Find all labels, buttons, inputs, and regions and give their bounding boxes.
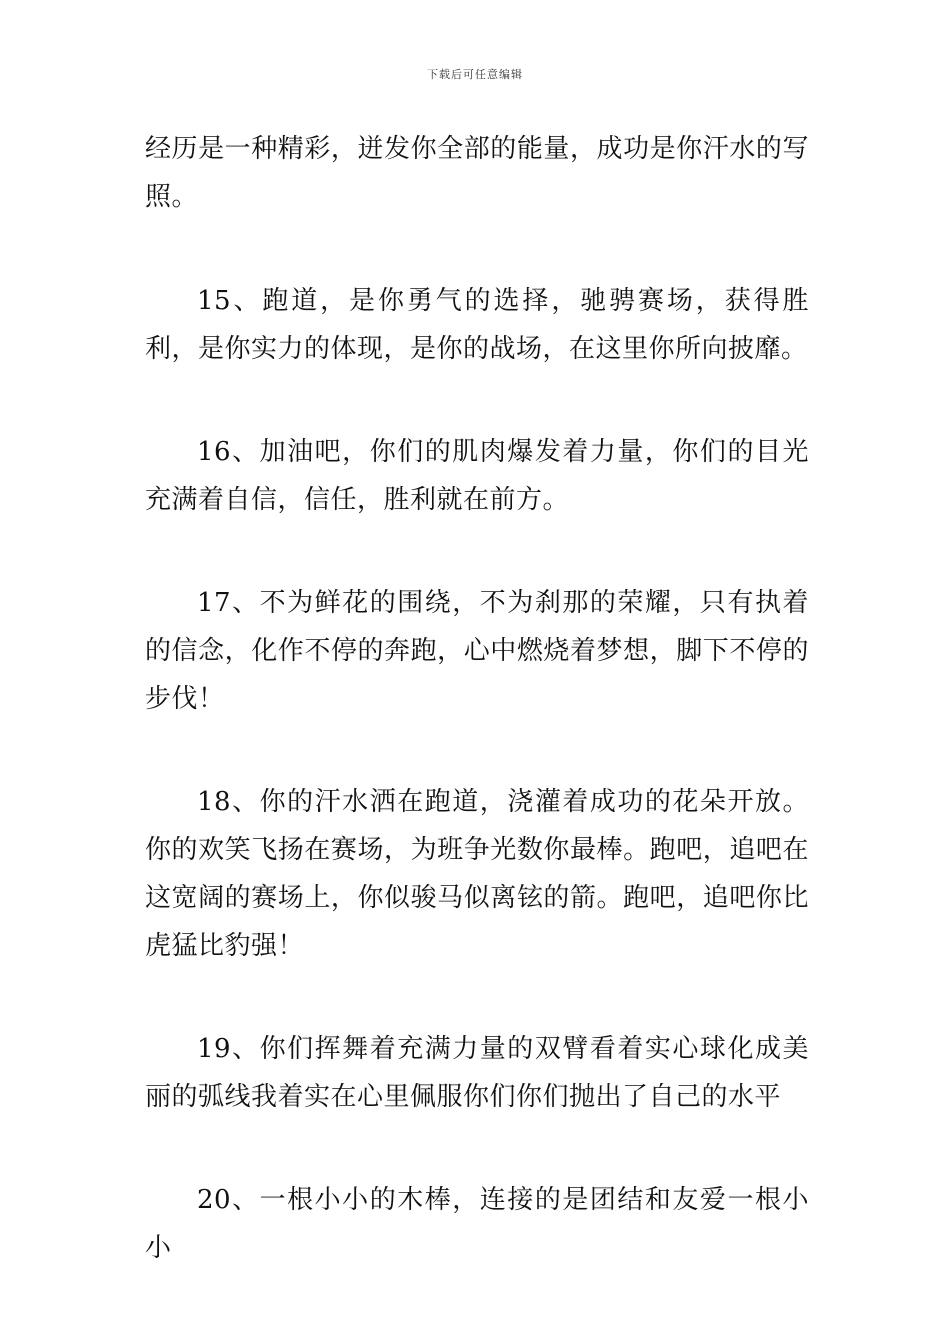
page-header-note: 下载后可任意编辑 [427, 68, 523, 81]
paragraph-18: 18、你的汗水洒在跑道，浇灌着成功的花朵开放。你的欢笑飞扬在赛场，为班争光数你最棒。跑吧，追吧在这宽阔的赛场上，你似骏马似离铉的箭。跑吧，追吧你比虎猛比豹强！ [145, 787, 809, 961]
document-body [145, 125, 809, 1327]
paragraph-19: 19、你们挥舞着充满力量的双臂看着实心球化成美丽的弧线我着实在心里佩服你们你们抛出了自己的水平 [145, 1034, 809, 1112]
paragraph-16: 16、加油吧，你们的肌肉爆发着力量，你们的目光充满着自信，信任，胜利就在前方。 [145, 437, 809, 515]
paragraph-15: 15、跑道，是你勇气的选择，驰骋赛场，获得胜利，是你实力的体现，是你的战场，在这里你所向披靡。 [145, 286, 809, 364]
paragraph-intro: 经历是一种精彩，迸发你全部的能量，成功是你汗水的写照。 [145, 134, 809, 212]
paragraph-20: 20、一根小小的木棒，连接的是团结和友爱一根小小 [145, 1185, 809, 1263]
paragraph-17: 17、不为鲜花的围绕，不为刹那的荣耀，只有执着的信念，化作不停的奔跑，心中燃烧着梦想，脚下不停的步伐！ [145, 588, 809, 714]
